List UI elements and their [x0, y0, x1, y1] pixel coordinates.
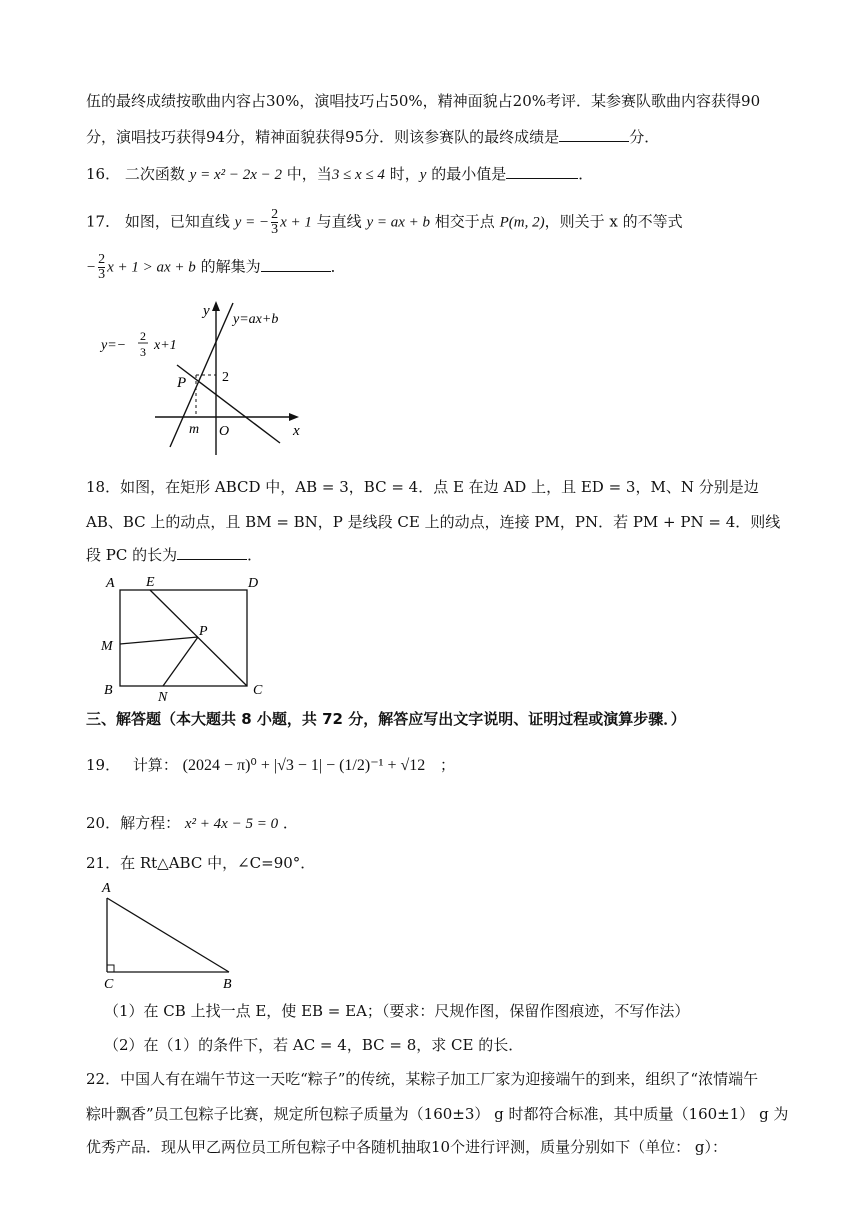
q20-expression: x² + 4x − 5 = 0: [184, 816, 279, 832]
q20-end: ．: [282, 814, 298, 832]
q21-part2: （2）在（1）的条件下，若 AC = 4，BC = 8，求 CE 的长．: [104, 1036, 524, 1054]
question-number: 17．: [86, 212, 121, 231]
question-21: [86, 852, 315, 874]
denominator: 3: [271, 222, 279, 237]
q17-text4: ，则关于 x 的不等式: [544, 212, 683, 231]
question-16: [86, 163, 593, 186]
denominator: 3: [98, 267, 106, 282]
question-18-line3: [86, 544, 262, 566]
q16-text4: 的最小值是: [431, 165, 507, 183]
vertex-p: P: [199, 624, 208, 639]
y-axis-label: y: [203, 303, 210, 319]
q17-graph-figure: [95, 295, 315, 460]
q19-text: 计算：: [132, 756, 178, 774]
fraction: [271, 208, 278, 237]
numerator: 2: [98, 252, 106, 267]
vertex-b: B: [223, 977, 232, 992]
line-label-steep: y=ax+b: [233, 312, 279, 327]
y-value-label: 2: [222, 370, 229, 385]
q17-rest1: x + 1: [280, 214, 312, 231]
question-17-line1: [86, 208, 683, 237]
vertex-d: D: [248, 576, 259, 591]
vertex-a: A: [106, 576, 115, 591]
q18-rectangle-figure: [95, 570, 275, 706]
q21-text: 在 Rt△ABC 中，∠C=90°．: [120, 854, 316, 872]
q22-text1: 中国人有在端午节这一天吃“粽子”的传统，某粽子加工厂家为迎接端午的到来，组织了“浓情端午: [120, 1070, 759, 1088]
fraction: [98, 253, 105, 282]
line-label-den: 3: [140, 345, 146, 359]
question-number: 18．: [86, 478, 121, 496]
q15-text: 分，演唱技巧获得94分，精神面貌获得95分．则该参赛队的最终成绩是: [86, 128, 560, 146]
line-label-pre: y=−: [101, 338, 127, 353]
q21-triangle-figure: [95, 876, 245, 994]
m-label: m: [189, 422, 200, 437]
question-22-line2: 粽叶飘香”员工包粽子比赛，规定所包粽子质量为（160±3） g 时都符合标准，其中质量（160±1） g 为: [86, 1105, 789, 1123]
p-label: P: [177, 375, 187, 391]
q17-text2: 与直线: [316, 212, 362, 231]
q17-point: P(m, 2): [499, 214, 545, 231]
x-axis-label: x: [293, 423, 300, 439]
answer-blank: [506, 164, 578, 179]
q18-end: ．: [247, 546, 263, 564]
vertex-b: B: [104, 683, 113, 698]
q17-text1: 如图，已知直线: [124, 212, 230, 231]
question-22-line3: 优秀产品．现从甲乙两位员工所包粽子中各随机抽取10个进行评测，质量分别如下（单位： g）：: [86, 1138, 727, 1156]
section-3-title: 三、解答题（本大题共 8 小题，共 72 分，解答应写出文字说明、证明过程或演算步骤．）: [86, 710, 686, 728]
vertex-m: M: [101, 639, 113, 654]
question-number: 21．: [86, 854, 121, 872]
vertex-n: N: [158, 690, 168, 705]
q16-var: y: [419, 167, 427, 183]
q16-text1: 二次函数: [124, 165, 185, 183]
q21-part1: （1）在 CB 上找一点 E，使 EB = EA；（要求：尺规作图，保留作图痕迹，不写作法）: [104, 1002, 690, 1020]
q16-end: ．: [578, 165, 594, 183]
origin-label: O: [219, 424, 230, 439]
q20-text: 解方程：: [120, 814, 181, 832]
q18-text3: 段 PC 的长为: [86, 546, 178, 564]
answer-blank: [261, 257, 331, 272]
q16-text3: 时，: [389, 165, 420, 183]
line-label-num: 2: [140, 329, 146, 343]
q17-text5: 的解集为: [200, 257, 261, 276]
vertex-a: A: [102, 881, 111, 896]
q17-text3: 相交于点: [434, 212, 495, 231]
q17-ineq-start: −: [86, 259, 97, 276]
q15-line2: [86, 126, 659, 148]
q19-expression: (2024 − π)⁰ + |√3 − 1| − (1/2)⁻¹ + √12: [182, 757, 426, 774]
answer-blank: [177, 545, 247, 560]
q17-end: ．: [330, 257, 346, 276]
q15-end: 分．: [629, 128, 660, 146]
question-number: 16．: [86, 165, 121, 183]
question-19: [86, 754, 455, 777]
q15-line1: 伍的最终成绩按歌曲内容占30%，演唱技巧占50%，精神面貌占20%考评．某参赛队歌曲内容获得90: [86, 92, 761, 110]
q19-end: ；: [440, 756, 456, 774]
q16-condition: 3 ≤ x ≤ 4: [331, 167, 385, 183]
question-number: 20．: [86, 814, 121, 832]
question-22-line1: [86, 1068, 758, 1090]
q17-line2: y = ax + b: [366, 214, 430, 231]
question-18-line1: [86, 476, 759, 498]
line-label-post: x+1: [154, 338, 177, 353]
q16-expression: y = x² − 2x − 2: [189, 167, 283, 183]
vertex-c: C: [253, 683, 263, 698]
answer-blank: [559, 127, 629, 142]
q18-text1: 如图，在矩形 ABCD 中，AB = 3，BC = 4．点 E 在边 AD 上，且 ED = 3，M、N 分别是边: [120, 478, 759, 496]
question-20: [86, 812, 298, 835]
vertex-e: E: [146, 575, 155, 590]
question-18-line2: AB、BC 上的动点，且 BM = BN，P 是线段 CE 上的动点，连接 PM，PN．若 PM + PN = 4．则线: [86, 513, 781, 531]
q16-text2: 中，当: [286, 165, 332, 183]
question-number: 22．: [86, 1070, 121, 1088]
vertex-c: C: [104, 977, 114, 992]
q17-yeq: y = −: [234, 214, 270, 231]
numerator: 2: [271, 207, 279, 222]
question-17-line2: [86, 253, 346, 282]
question-number: 19．: [86, 756, 121, 774]
q17-ineq-rest: x + 1 > ax + b: [107, 259, 196, 276]
